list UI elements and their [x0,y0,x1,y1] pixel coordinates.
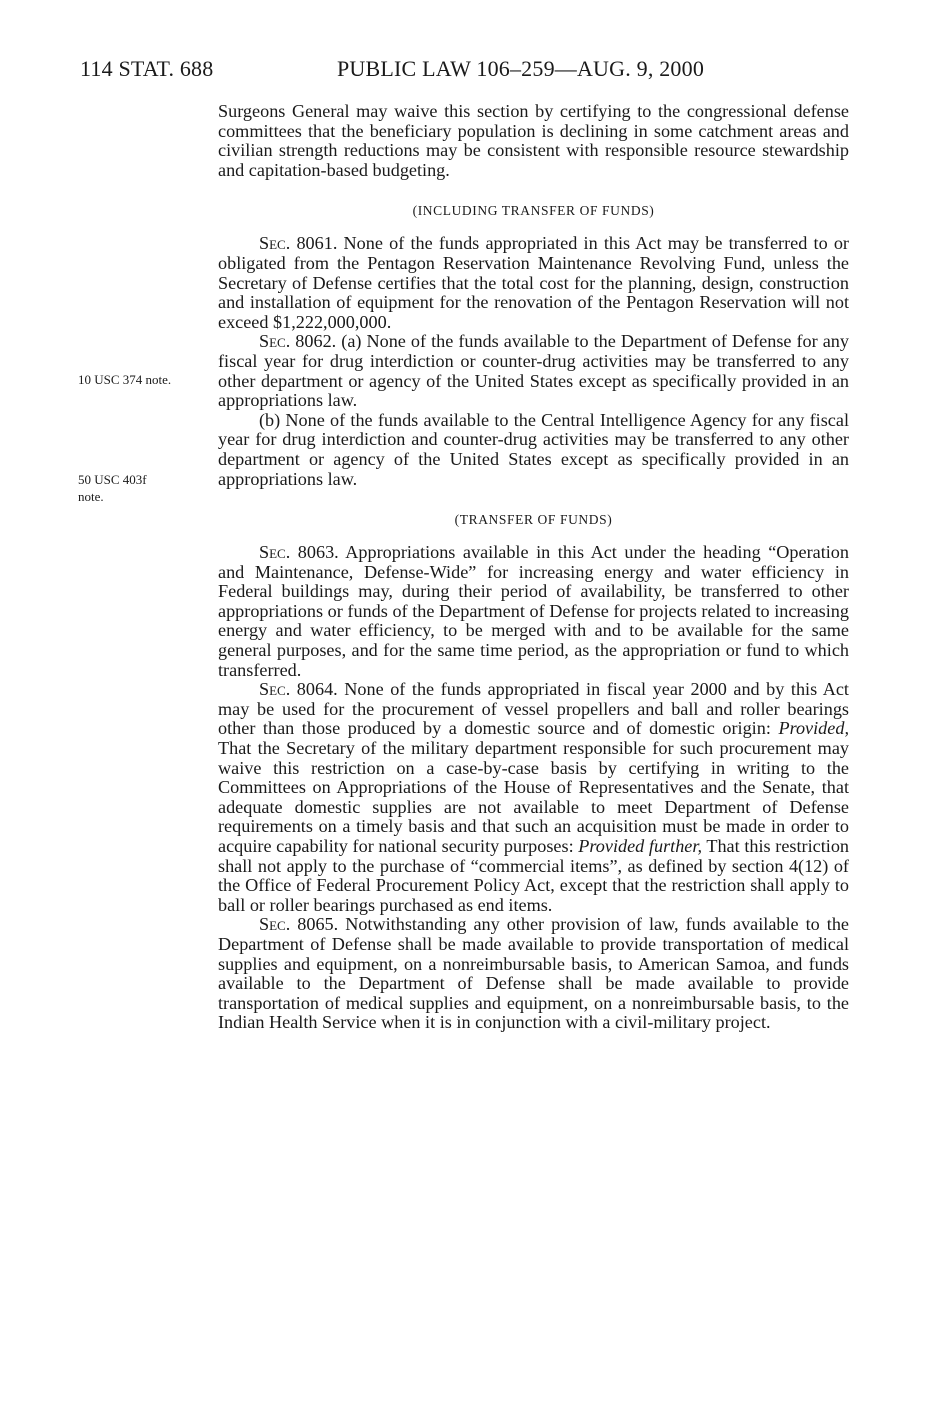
page-header [0,56,943,84]
section-label: Sec. 8064. [259,679,338,700]
section-8062a [218,332,849,410]
continued-paragraph: Surgeons General may waive this section by certifying to the congressional defense committees that the beneficiary population is declining in some catchment areas and civilian strength reductions may be consistent with responsible resource stewardship and capitation-based budgeting. [218,101,849,180]
section-label: Sec. 8063. [259,542,339,563]
proviso-provided-further: Provided further, [578,836,702,856]
section-label: Sec. 8061. [259,233,338,254]
section-8064 [218,680,849,915]
section-text: Appropriations available in this Act under the heading “Operation and Maintenance, Defense-Wide” for increasing energy and water efficiency in Federal buildings may, during their period of availability, be transferred to other appropriations or funds of the Department of Defense for projects related to increasing energy and water efficiency, to be merged with and to be available for the same general purposes, and for the same time period, as the appropriation or fund to which transferred. [218,542,849,680]
page-number: 114 STAT. 688 [80,56,214,81]
heading-transfer-of-funds: (TRANSFER OF FUNDS) [454,512,613,528]
proviso-provided: Provided, [778,718,849,739]
margin-note-line: 50 USC 403f [78,472,147,487]
section-text: That the Secretary of the military department responsible for such procurement may waive this restriction on a case-by-case basis by certifying in writing to the Committees on Appropriations of the House of Representatives and the Senate, that adequate domestic supplies are not available to meet Department of Defense requirements on a timely basis and that such an acquisition must be made in order to acquire capability for national security purposes: [218,738,849,856]
section-text: (a) None of the funds available to the Department of Defense for any fiscal year for drug interdiction or counter-drug activities may be transferred to any other department or agency of the United States except as specifically provided in an appropriations law. [218,331,849,411]
section-text: None of the funds appropriated in fiscal year 2000 and by this Act may be used for the procurement of vessel propellers and ball and roller bearings other than those produced by a domestic source and of domestic origin: [218,679,849,739]
section-label: Sec. 8065. [259,914,339,935]
section-label: Sec. 8062. [259,331,337,352]
section-text: Notwithstanding any other provision of law, funds available to the Department of Defense shall be made available to provide transportation of medical supplies and equipment, on a nonreimbursable basis, to American Samoa, and funds available to the Department of Defense shall be made available to provide transportation of medical supplies and equipment, on a nonreimbursable basis, to the Indian Health Service when it is in conjunction with a civil-military project. [218,914,849,1033]
section-8062b: (b) None of the funds available to the Central Intelligence Agency for any fiscal year for drug interdiction and counter-drug activities may be transferred to any other department or agency of the United States except as specifically provided in an appropriations law. [218,409,849,489]
section-text: That this restriction shall not apply to the purchase of “commercial items”, as defined by section 4(12) of the Office of Federal Procurement Policy Act, except that the restriction shall apply to ball or roller bearings purchased as end items. [218,836,850,915]
running-head: PUBLIC LAW 106–259—AUG. 9, 2000 [337,56,705,81]
heading-including-transfer-of-funds: (INCLUDING TRANSFER OF FUNDS) [412,203,655,219]
margin-note-50usc403f [78,471,147,505]
body-text [218,102,849,1033]
margin-note-10usc374: 10 USC 374 note. [78,372,172,387]
margin-note-line: note. [78,489,104,504]
section-8061 [218,234,849,332]
section-8063 [218,543,849,680]
section-8065 [218,915,849,1033]
section-text: None of the funds appropriated in this Act may be transferred to or obligated from the Pentagon Reservation Maintenance Revolving Fund, unless the Secretary of Defense certifies that the total cost for the planning, design, construction and installation of equipment for the renovation of the Pentagon Reservation will not exceed $1,222,000,000. [218,233,849,332]
